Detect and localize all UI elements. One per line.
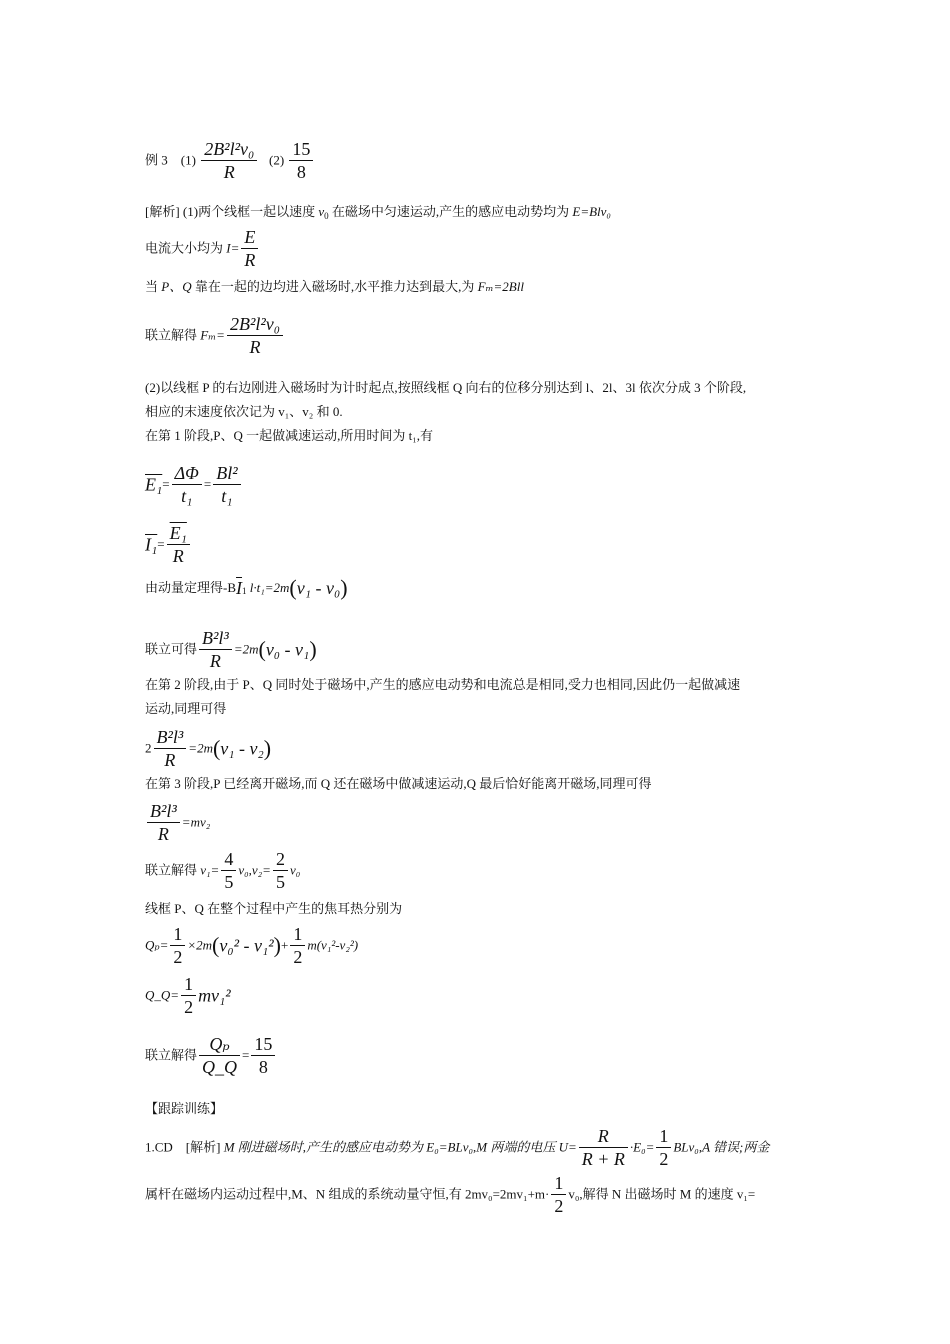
max-force-line: 当 P、Q 靠在一起的边均进入磁场时,水平推力达到最大,为 Fₘ=2Bll (145, 279, 524, 294)
part2-intro-line-1: (2)以线框 P 的右边刚进入磁场时为计时起点,按照线框 Q 向右的位移分别达到 l、2l、3l 依次分成 3 个阶段, (145, 380, 747, 395)
combine-equation-1: 联立可得 $\frac{\text{B²l³}}{R}$ =2m(v₀ - v₁) (145, 628, 317, 671)
heat-ratio-equation: 联立解得 $\frac{\text{Qₚ}}{Q\_Q}$ = $\frac{15}{8}$ (145, 1033, 277, 1078)
heat-q-equation: Q_Q= $\frac{1}{2}$ mv₁² (145, 974, 231, 1017)
stage2-equation: 2 $\frac{\text{B²l³}}{R}$ =2m(v₁ - v₂) (145, 727, 272, 770)
momentum-theorem-line: 由动量定理得$-B\overline{I}_1$ l·t₁=2m(v₁ - v₀) (145, 575, 348, 601)
heat-intro-line: 线框 P、Q 在整个过程中产生的焦耳热分别为 (145, 901, 403, 916)
part2-intro-line-2: 相应的末速度依次记为 v₁、v₂ 和 0. (145, 404, 343, 419)
solve-velocity-line: 联立解得 v₁= $\frac{4}{5}$ v₀,v₂= $\frac{2}{5}$ v₀ (145, 849, 301, 892)
current-equation: 电流大小均为 I= $\frac{E}{R}$ (145, 226, 260, 271)
analysis-line-1: [解析] (1)两个线框一起以速度 $v_0$ 在磁场中匀速运动,产生的感应电动势均为 E=Blv₀ (145, 204, 611, 221)
current-average-equation: I₁= $\frac{\text{E₁}}{R}$ (145, 522, 192, 567)
q1-line-1: 1.CD [解析] M 刚进磁场时,产生的感应电动势为 E₀=BLv₀,M 两端的电压 U= $\frac{R}{R + R}$ ·E₀= $\frac{1}{2}$ BLv₀,A 错误;两金 (145, 1126, 770, 1169)
stage3-line: 在第 3 阶段,P 已经离开磁场,而 Q 还在磁场中做减速运动,Q 最后恰好能离开磁场,同理可得 (145, 776, 652, 791)
example-label: 例 3 (145, 152, 168, 168)
emf-average-equation: E₁= $\frac{\Delta\Phi}{\text{t₁}}$ = $\frac{\text{Bl²}}{\text{t₁}}$ (145, 462, 243, 507)
answer-2-fraction: $\frac{15}{8}$ (289, 138, 313, 183)
example-3-answer: 例 3 (1) $\frac{\text{2B²l²v₀}}{R}$ (2) $\frac{15}{8}$ (145, 138, 315, 183)
q1-line-2: 属杆在磁场内运动过程中,M、N 组成的系统动量守恒,有 2mv₀=2mv₁+m· $\frac{1}{2}$ v₀,解得 N 出磁场时 M 的速度 v₁= (145, 1173, 756, 1216)
stage1-line: 在第 1 阶段,P、Q 一起做减速运动,所用时间为 t₁,有 (145, 428, 434, 443)
heat-p-equation: Qₚ= $\frac{1}{2}$ ×2m(v₀² - v₁²)+ $\frac{1}{2}$ m(v₁²-v₂²) (145, 924, 359, 967)
stage2-line-1: 在第 2 阶段,由于 P、Q 同时处于磁场中,产生的感应电动势和电流总是相同,受力也相同,因此仍一起做减速 (145, 677, 741, 692)
stage2-line-2: 运动,同理可得 (145, 701, 227, 716)
solve-force-line: 联立解得 Fₘ= $\frac{\text{2B²l²v₀}}{R}$ (145, 313, 285, 358)
answer-1-fraction: $\frac{\text{2B²l²v₀}}{R}$ (201, 138, 257, 183)
follow-training-title: 【跟踪训练】 (145, 1101, 224, 1116)
stage3-equation: $\frac{\text{B²l³}}{R}$ =mv₂ (145, 800, 210, 845)
